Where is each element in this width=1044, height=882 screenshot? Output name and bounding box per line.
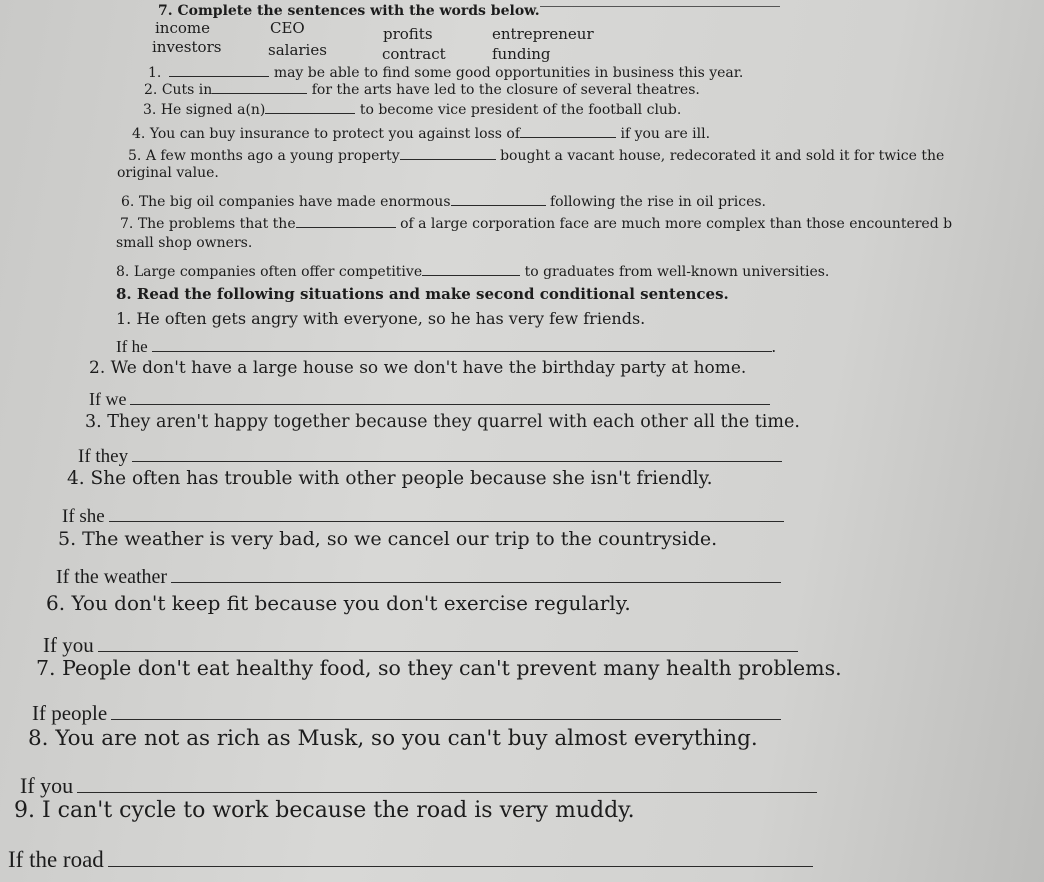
answer-blank[interactable]: [451, 191, 546, 206]
answer-line[interactable]: [130, 386, 770, 405]
ex7-item-4: 4. You can buy insurance to protect you against loss of if you are ill.: [132, 123, 710, 142]
word-bank-item: contract: [382, 45, 446, 63]
ex8-situation-5: 5. The weather is very bad, so we cancel our trip to the countryside.: [58, 528, 718, 550]
ex7-item-3: 3. He signed a(n) to become vice president of the football club.: [143, 99, 681, 118]
answer-line[interactable]: [109, 502, 784, 522]
ex8-situation-1: 1. He often gets angry with everyone, so he has very few friends.: [116, 309, 646, 328]
ex8-situation-7: 7. People don't eat healthy food, so they can't prevent many health problems.: [36, 656, 842, 680]
answer-blank[interactable]: [422, 261, 520, 276]
ex8-prompt-8: If you: [20, 770, 817, 799]
answer-blank[interactable]: [520, 123, 616, 138]
ex8-situation-8: 8. You are not as rich as Musk, so you can't buy almost everything.: [28, 726, 758, 751]
answer-blank[interactable]: [212, 79, 307, 94]
answer-line[interactable]: [77, 770, 817, 793]
word-bank-item: investors: [152, 38, 222, 56]
answer-line[interactable]: [111, 698, 781, 720]
ex8-prompt-9: If the road: [8, 843, 813, 873]
ex8-situation-3: 3. They aren't happy together because they quarrel with each other all the time.: [85, 412, 800, 432]
ex7-item-7: 7. The problems that the of a large corporation face are much more complex than those encountered b: [120, 213, 952, 232]
ex8-prompt-2: If we: [89, 386, 770, 410]
word-bank-item: entrepreneur: [492, 25, 594, 43]
answer-line[interactable]: [152, 334, 772, 352]
ex8-prompt-1: If he .: [116, 334, 776, 357]
answer-blank[interactable]: [265, 99, 355, 114]
word-bank-item: CEO: [270, 19, 305, 37]
ex7-item-5: 5. A few months ago a young property bought a vacant house, redecorated it and sold it for twice the: [128, 145, 944, 164]
ex7-item-8: 8. Large companies often offer competitive to graduates from well-known universities.: [116, 261, 829, 280]
ex8-situation-6: 6. You don't keep fit because you don't exercise regularly.: [46, 591, 631, 615]
ex7-item-5-cont: original value.: [117, 165, 219, 181]
word-bank-item: profits: [383, 25, 433, 43]
answer-blank[interactable]: [400, 145, 496, 160]
header-rule: [540, 6, 780, 7]
ex8-prompt-5: If the weather: [56, 562, 781, 589]
word-bank-item: salaries: [268, 41, 327, 59]
ex7-item-6: 6. The big oil companies have made enormous following the rise in oil prices.: [121, 191, 766, 210]
exercise-7-heading: 7. Complete the sentences with the words below.: [158, 3, 540, 19]
ex8-situation-9: 9. I can't cycle to work because the road is very muddy.: [14, 798, 635, 823]
answer-blank[interactable]: [296, 213, 396, 228]
ex8-prompt-3: If they: [78, 442, 782, 468]
ex8-prompt-4: If she: [62, 502, 784, 528]
ex7-item-7-cont: small shop owners.: [116, 235, 253, 251]
ex8-situation-4: 4. She often has trouble with other people because she isn't friendly.: [67, 468, 713, 489]
ex8-prompt-6: If you: [43, 630, 798, 658]
ex7-item-2: 2. Cuts in for the arts have led to the closure of several theatres.: [144, 79, 700, 98]
ex8-situation-2: 2. We don't have a large house so we don't have the birthday party at home.: [89, 358, 747, 378]
word-bank-item: income: [155, 19, 210, 37]
answer-line[interactable]: [132, 442, 782, 462]
answer-line[interactable]: [171, 562, 781, 583]
answer-line[interactable]: [98, 630, 798, 652]
answer-line[interactable]: [108, 843, 813, 867]
answer-blank[interactable]: [169, 62, 269, 77]
word-bank-item: funding: [492, 45, 551, 63]
ex8-prompt-7: If people: [32, 698, 781, 726]
ex7-item-1: 1. may be able to find some good opportunities in business this year.: [148, 62, 743, 81]
exercise-8-heading: 8. Read the following situations and make second conditional sentences.: [116, 285, 729, 303]
